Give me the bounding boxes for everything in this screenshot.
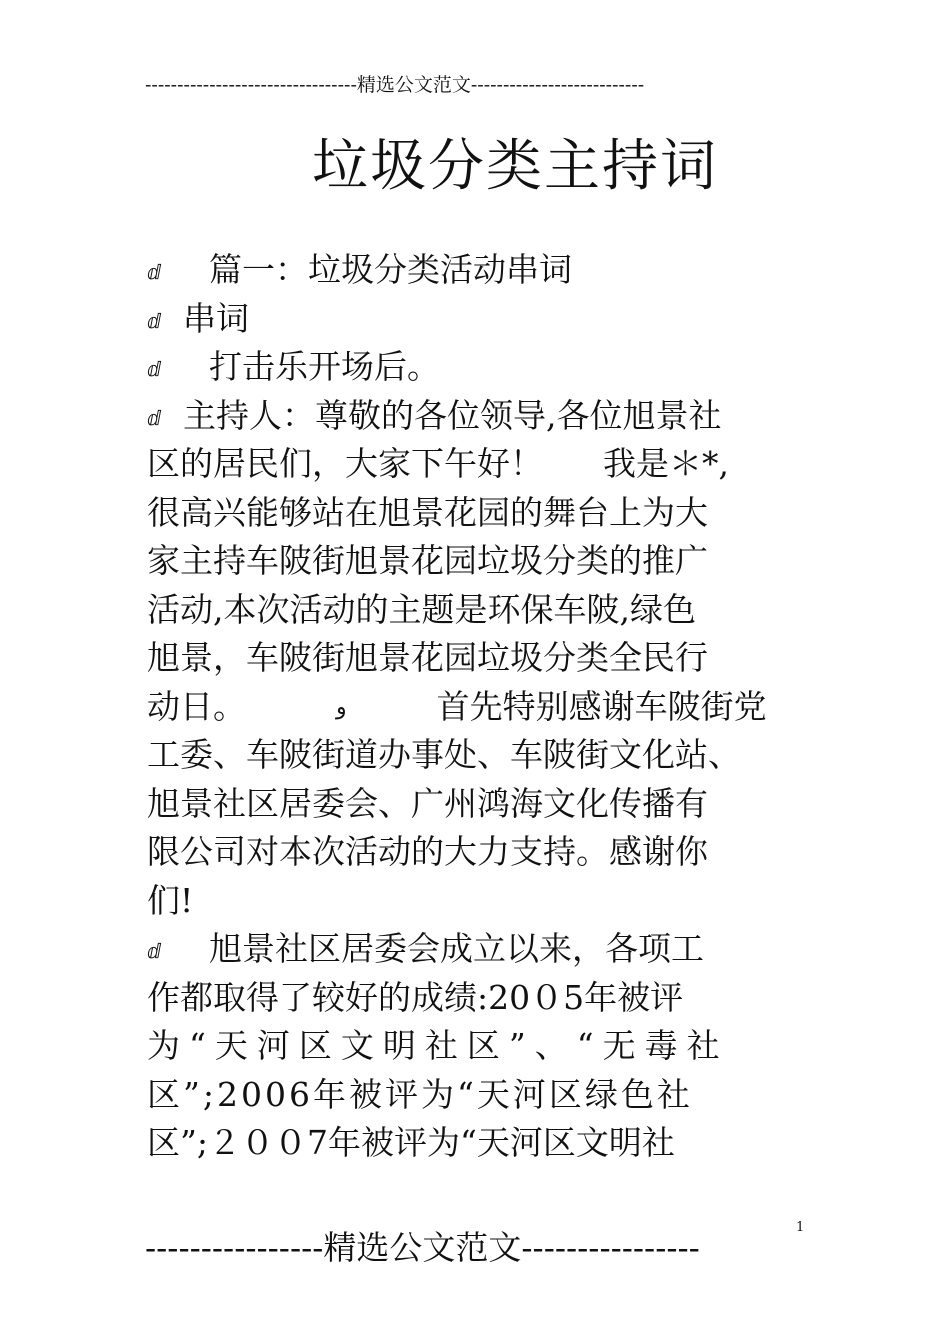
body-line: ⅆ 串词: [147, 295, 807, 344]
body-line: 区的居民们，大家下午好！ 我是＊*,: [147, 444, 729, 483]
body-line: 家主持车陂街旭景花园垃圾分类的推广: [147, 541, 708, 580]
bullet-icon: ⅆ: [147, 405, 162, 430]
body-line: 区”;2006年被评为“天河区绿色社: [147, 1074, 693, 1114]
body-line: 工委、车陂街道办事处、车陂街文化站、: [147, 735, 741, 774]
stray-mark-icon: و: [336, 694, 347, 720]
body-line: 们!: [147, 880, 194, 920]
body-line: 为“天河区文明社区”、“无毒社: [147, 1026, 729, 1065]
body-line: ⅆ 主持人：尊敬的各位领导,各位旭景社: [147, 392, 807, 441]
bullet-icon: ⅆ: [147, 939, 162, 963]
page-header: ---------------------------------精选公文范文---------------------------: [145, 74, 645, 96]
bullet-icon: ⅆ: [147, 260, 162, 284]
body-line: 区”;２００7年被评为“天河区文明社: [147, 1123, 675, 1162]
body-line: 旭景，车陂街旭景花园垃圾分类全民行: [147, 638, 708, 677]
body-line: 动日。 و 首先特别感谢车陂街党: [147, 683, 807, 732]
body-line: 限公司对本次活动的大力支持。感谢你: [147, 832, 708, 871]
body-line: 活动,本次活动的主题是环保车陂,绿色: [147, 589, 696, 629]
bullet-icon: ⅆ: [147, 308, 162, 333]
document-title: 垃圾分类主持词: [312, 134, 718, 199]
page-footer: ----------------精选公文范文----------------: [145, 1228, 700, 1267]
document-body: [147, 246, 807, 1168]
body-line: 作都取得了较好的成绩:20０5年被评: [147, 977, 684, 1017]
body-line: 很高兴能够站在旭景花园的舞台上为大: [147, 492, 708, 532]
page-number: 1: [796, 1220, 805, 1235]
body-line: ⅆ 旭景社区居委会成立以来，各项工: [147, 925, 807, 974]
bullet-icon: ⅆ: [147, 357, 162, 381]
body-line: 旭景社区居委会、广州鸿海文化传播有: [147, 783, 708, 823]
body-line: ⅆ 打击乐开场后。: [147, 343, 807, 392]
body-line: ⅆ 篇一：垃圾分类活动串词: [147, 246, 807, 295]
